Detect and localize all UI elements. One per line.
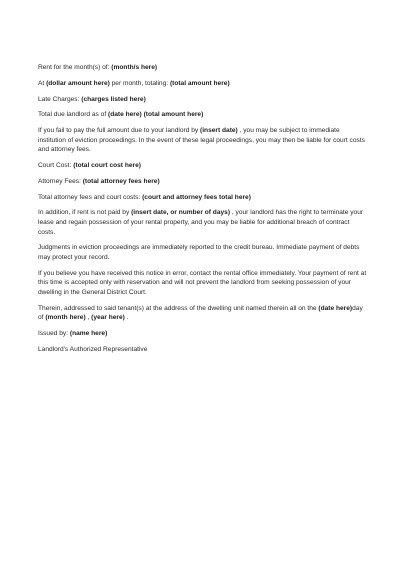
fail-to-pay-before: If you fail to pay the full amount due to your landlord by <box>38 127 201 135</box>
letter-body <box>38 63 368 361</box>
fail-to-pay-paragraph <box>38 126 368 155</box>
court-cost-line <box>38 161 368 171</box>
rent-months-line <box>38 63 368 73</box>
therein-end: . <box>124 314 129 322</box>
therein-date: (date here) <box>318 304 353 312</box>
rent-months-label: Rent for the month(s) of: <box>38 64 112 71</box>
total-due-label: Total due landlord as of <box>38 111 109 119</box>
therein-paragraph <box>38 304 368 323</box>
signature-line: Landlord's Authorized Representative <box>38 345 148 353</box>
total-fees-label: Total attorney fees and court costs: <box>38 193 143 201</box>
total-fees-line <box>38 193 368 203</box>
issued-by-label: Issued by: <box>38 330 70 338</box>
attorney-fees-line <box>38 177 368 187</box>
total-due-amount: (total amount here) <box>143 111 204 119</box>
issued-by-line <box>38 329 368 339</box>
therein-month: (month here) <box>45 314 86 322</box>
amount-prefix: At <box>38 79 47 87</box>
therein-day-of: day of <box>38 304 363 322</box>
judgments-paragraph: Judgments in eviction proceedings are immediately reported to the credit bureau. Immediate payment of debts may protect your record. <box>38 244 360 261</box>
error-notice-paragraph: If you believe you have received this notice in error, contact the rental office immediately. Your payment of rent at this time is accepted only with reservation and will not prevent the landlord from seeking possession of your dwelling in the General District Court. <box>38 269 367 296</box>
amount-mid: per month, totaling: <box>109 79 170 87</box>
total-fees-value: (court and attorney fees total here) <box>142 193 251 201</box>
amount-line <box>38 79 368 89</box>
rent-months-value: (month/s here) <box>111 64 158 71</box>
fail-to-pay-date: (insert date) <box>200 127 238 135</box>
total-amount-value: (total amount here) <box>169 79 230 87</box>
therein-comma: , <box>85 314 92 322</box>
addition-after: , your landlord has the right to terminate your lease and regain possession of your rental property, and you may be liable for additional breach of contract costs. <box>38 209 364 236</box>
issued-by-name: (name here) <box>69 330 108 338</box>
addition-paragraph <box>38 208 368 237</box>
dollar-amount-value: (dollar amount here) <box>46 79 110 87</box>
late-charges-label: Late Charges: <box>38 95 82 103</box>
therein-before: Therein, addressed to said tenant(s) at the address of the dwelling unit named therein all on the <box>38 304 319 312</box>
total-due-line <box>38 110 368 120</box>
addition-date: (insert date, or number of days) <box>131 209 231 217</box>
total-due-date: (date here) <box>108 111 142 119</box>
attorney-fees-label: Attorney Fees: <box>38 177 83 185</box>
late-charges-value: (charges listed here) <box>81 95 146 103</box>
court-cost-value: (total court cost here) <box>73 162 141 170</box>
addition-before: In addition, if rent is not paid by <box>38 209 132 217</box>
late-charges-line <box>38 95 368 105</box>
attorney-fees-value: (total attorney fees here) <box>82 177 160 185</box>
therein-year: (year here) <box>91 314 125 322</box>
fail-to-pay-after: , you may be subject to immediate institution of eviction proceedings. In the event of these legal proceedings, you may then be liable for court costs and attorney fees. <box>38 127 365 154</box>
court-cost-label: Court Cost: <box>38 162 74 170</box>
